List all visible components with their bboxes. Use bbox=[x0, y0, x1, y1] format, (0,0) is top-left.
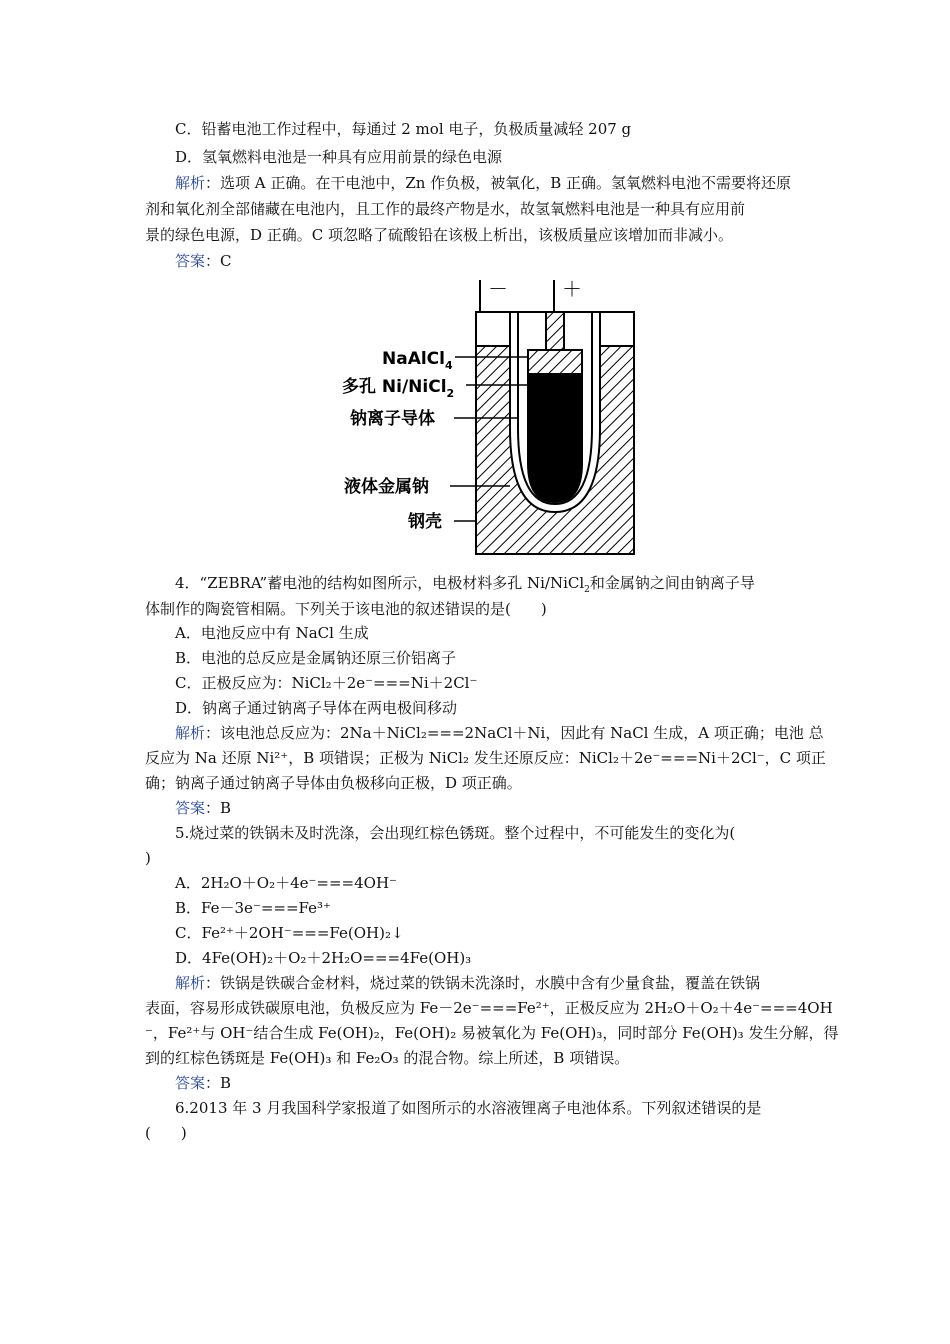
q4-stem-line2: 体制作的陶瓷管相隔。下列关于该电池的叙述错误的是( ) bbox=[145, 600, 547, 618]
q5-explanation-line1 bbox=[175, 972, 845, 994]
q4-answer bbox=[175, 797, 845, 819]
q5-explanation-line2: 表面，容易形成铁碳原电池，负极反应为 Fe－2e⁻===Fe²⁺，正极反应为 2H₂O＋O₂＋4e⁻===4OH bbox=[145, 999, 833, 1017]
q3-explanation-line2: 剂和氧化剂全部储藏在电池内，且工作的最终产物是水，故氢氧燃料电池是一种具有应用前 bbox=[145, 200, 746, 218]
answer-label: 答案 bbox=[175, 799, 206, 817]
answer-value: ：B bbox=[205, 799, 232, 817]
plus-sign: ＋ bbox=[562, 278, 582, 301]
q4-explanation-line2: 反应为 Na 还原 Ni²⁺，B 项错误；正极为 NiCl₂ 发生还原反应：NiCl₂＋2e⁻===Ni＋2Cl⁻，C 项正 bbox=[145, 749, 826, 767]
explanation-text: ：该电池总反应为：2Na＋NiCl₂===2NaCl＋Ni，因此有 NaCl 生成，A 项正确；电池 总 bbox=[205, 724, 824, 742]
label-naalcl4: NaAlCl$_4$ bbox=[382, 349, 453, 372]
q5-explanation-line3: ⁻，Fe²⁺与 OH⁻结合生成 Fe(OH)₂，Fe(OH)₂ 易被氧化为 Fe(OH)₃，同时部分 Fe(OH)₃ 发生分解，得 bbox=[145, 1024, 839, 1042]
answer-label: 答案 bbox=[175, 1074, 206, 1092]
q4-option-d: D．钠离子通过钠离子导体在两电极间移动 bbox=[175, 699, 458, 717]
zebra-battery-diagram bbox=[338, 278, 648, 560]
naalcl4-region bbox=[528, 350, 582, 374]
q4-explanation-line3: 确；钠离子通过钠离子导体由负极移向正极，D 项正确。 bbox=[145, 774, 522, 792]
q4-option-c: C．正极反应为：NiCl₂＋2e⁻===Ni＋2Cl⁻ bbox=[175, 674, 478, 692]
q4-option-a: A．电池反应中有 NaCl 生成 bbox=[175, 624, 369, 642]
ni-nicl2-electrode bbox=[528, 374, 582, 502]
q4-explanation-line1 bbox=[175, 722, 845, 744]
q5-option-a: A．2H₂O＋O₂＋4e⁻===4OH⁻ bbox=[175, 874, 397, 892]
explanation-label: 解析 bbox=[175, 174, 206, 192]
q4-stem-a: 4．“ZEBRA”蓄电池的结构如图所示，电极材料多孔 Ni/NiCl bbox=[175, 574, 585, 592]
q3-answer bbox=[175, 250, 845, 272]
q4-option-b: B．电池的总反应是金属钠还原三价铝离子 bbox=[175, 649, 457, 667]
q5-option-d: D．4Fe(OH)₂＋O₂＋2H₂O===4Fe(OH)₃ bbox=[175, 949, 472, 967]
q3-option-d: D．氢氧燃料电池是一种具有应用前景的绿色电源 bbox=[175, 148, 503, 166]
explanation-text: ：选项 A 正确。在干电池中，Zn 作负极，被氧化，B 正确。氢氧燃料电池不需要将还原 bbox=[205, 174, 792, 192]
q5-stem-line2: ) bbox=[145, 849, 151, 867]
q5-option-c: C．Fe²⁺＋2OH⁻===Fe(OH)₂↓ bbox=[175, 924, 404, 942]
label-liquid-sodium: 液体金属钠 bbox=[344, 477, 429, 497]
q3-explanation-line3: 景的绿色电源，D 正确。C 项忽略了硫酸铅在该极上析出，该极质量应该增加而非减小。 bbox=[145, 226, 734, 244]
q6-stem-line1: 6.2013 年 3 月我国科学家报道了如图所示的水溶液锂离子电池体系。下列叙述错误的是 bbox=[175, 1099, 762, 1117]
q4-stem-b: 和金属钠之间由钠离子导 bbox=[589, 574, 755, 592]
minus-sign: － bbox=[488, 278, 508, 301]
q3-option-c: C．铅蓄电池工作过程中，每通过 2 mol 电子，负极质量减轻 207 g bbox=[175, 120, 632, 138]
answer-value: ：B bbox=[205, 1074, 232, 1092]
explanation-label: 解析 bbox=[175, 974, 206, 992]
explanation-label: 解析 bbox=[175, 724, 206, 742]
answer-label: 答案 bbox=[175, 252, 206, 270]
q5-option-b: B．Fe－3e⁻===Fe³⁺ bbox=[175, 899, 331, 917]
q5-explanation-line4: 到的红棕色锈斑是 Fe(OH)₃ 和 Fe₂O₃ 的混合物。综上所述，B 项错误。 bbox=[145, 1049, 630, 1067]
q5-stem-line1: 5.烧过菜的铁锅未及时洗涤，会出现红棕色锈斑。整个过程中，不可能发生的变化为( bbox=[175, 824, 736, 842]
q3-explanation-line1 bbox=[175, 172, 845, 194]
q6-stem-line2: ( ) bbox=[145, 1124, 187, 1142]
q5-answer bbox=[175, 1072, 845, 1094]
label-porous-ni: 多孔 Ni/NiCl$_2$ bbox=[342, 377, 455, 400]
answer-value: ：C bbox=[205, 252, 232, 270]
current-collector bbox=[546, 312, 564, 350]
q4-stem-line1: 4．“ZEBRA”蓄电池的结构如图所示，电极材料多孔 Ni/NiCl$_2$和金属钠之间由钠离子导 bbox=[175, 574, 755, 595]
label-conductor: 钠离子导体 bbox=[350, 409, 435, 429]
label-steel-shell: 钢壳 bbox=[408, 512, 442, 532]
explanation-text: ：铁锅是铁碳合金材料，烧过菜的铁锅未洗涤时，水膜中含有少量食盐，覆盖在铁锅 bbox=[205, 974, 761, 992]
